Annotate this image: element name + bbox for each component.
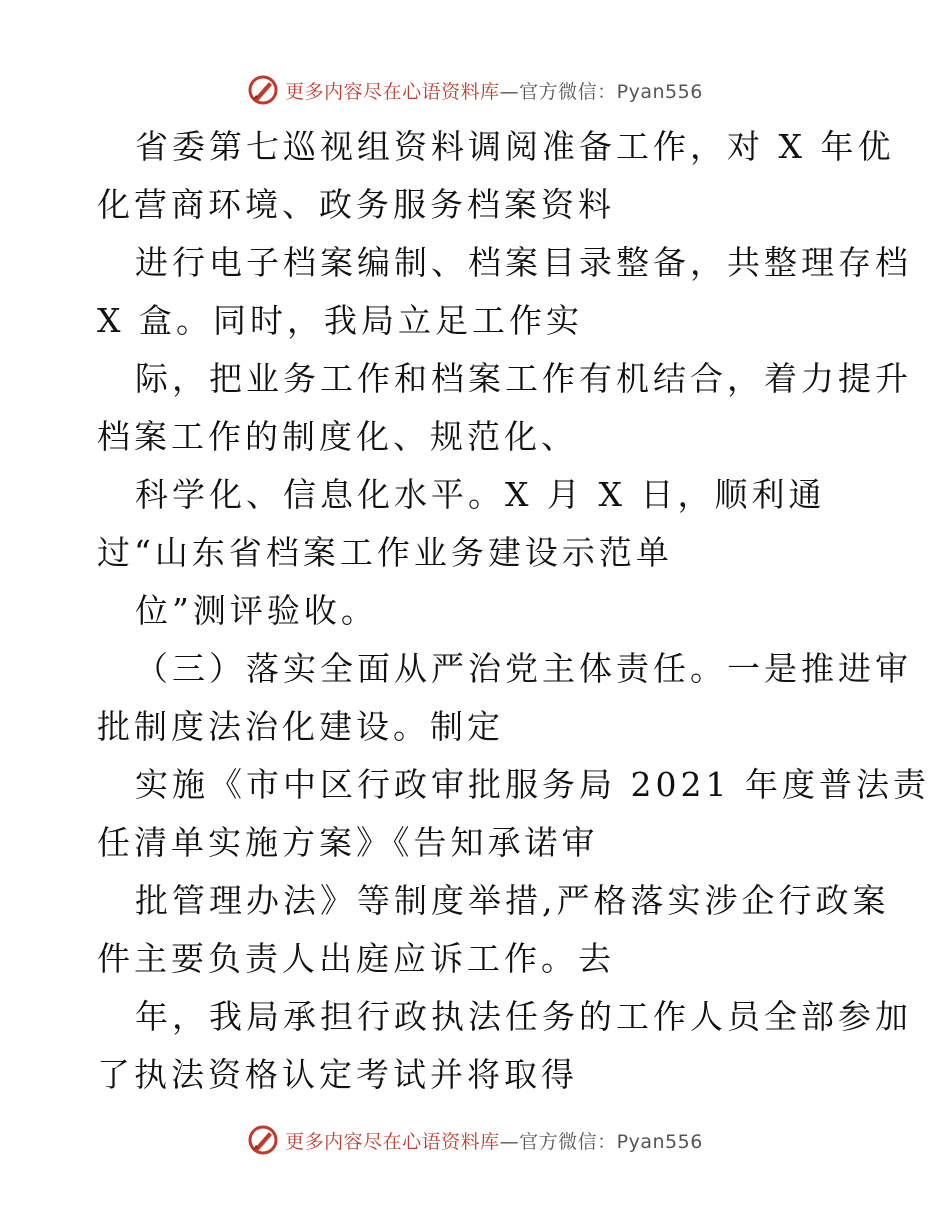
watermark-text: 更多内容尽在心语资料库—官方微信：Pyan556 xyxy=(285,80,703,103)
text-line: 了执法资格认定考试并将取得 xyxy=(97,1055,578,1094)
text-line: （三）落实全面从严治党主体责任。一是推进审 xyxy=(135,649,912,688)
text-line: 年，我局承担行政执法任务的工作人员全部参加 xyxy=(135,997,912,1036)
text-line: 件主要负责人出庭应诉工作。去 xyxy=(97,939,615,978)
text-line: 化营商环境、政务服务档案资料 xyxy=(97,185,615,224)
text-line: 过“山东省档案工作业务建设示范单 xyxy=(97,533,673,572)
text-line: 档案工作的制度化、规范化、 xyxy=(97,417,578,456)
text-line: 实施《市中区行政审批服务局 2021 年度普法责 xyxy=(135,765,930,804)
text-line: 批管理办法》等制度举措,严格落实涉企行政案 xyxy=(135,881,890,920)
text-line: 进行电子档案编制、档案目录整备，共整理存档 xyxy=(135,243,912,282)
pen-logo-icon xyxy=(247,1124,279,1156)
text-line: 科学化、信息化水平。X 月 X 日，顺利通 xyxy=(135,475,826,514)
text-line: 任清单实施方案》《告知承诺审 xyxy=(97,823,599,862)
text-line: X 盒。同时，我局立足工作实 xyxy=(97,301,583,340)
header-watermark xyxy=(0,70,950,110)
text-line: 位”测评验收。 xyxy=(135,591,378,630)
watermark-text: 更多内容尽在心语资料库—官方微信：Pyan556 xyxy=(285,1130,703,1153)
text-line: 际，把业务工作和档案工作有机结合，着力提升 xyxy=(135,359,912,398)
text-line: 批制度法治化建设。制定 xyxy=(97,707,504,746)
pen-logo-icon xyxy=(247,74,279,106)
footer-watermark xyxy=(0,1120,950,1160)
text-line: 省委第七巡视组资料调阅准备工作，对 X 年优 xyxy=(135,127,895,166)
